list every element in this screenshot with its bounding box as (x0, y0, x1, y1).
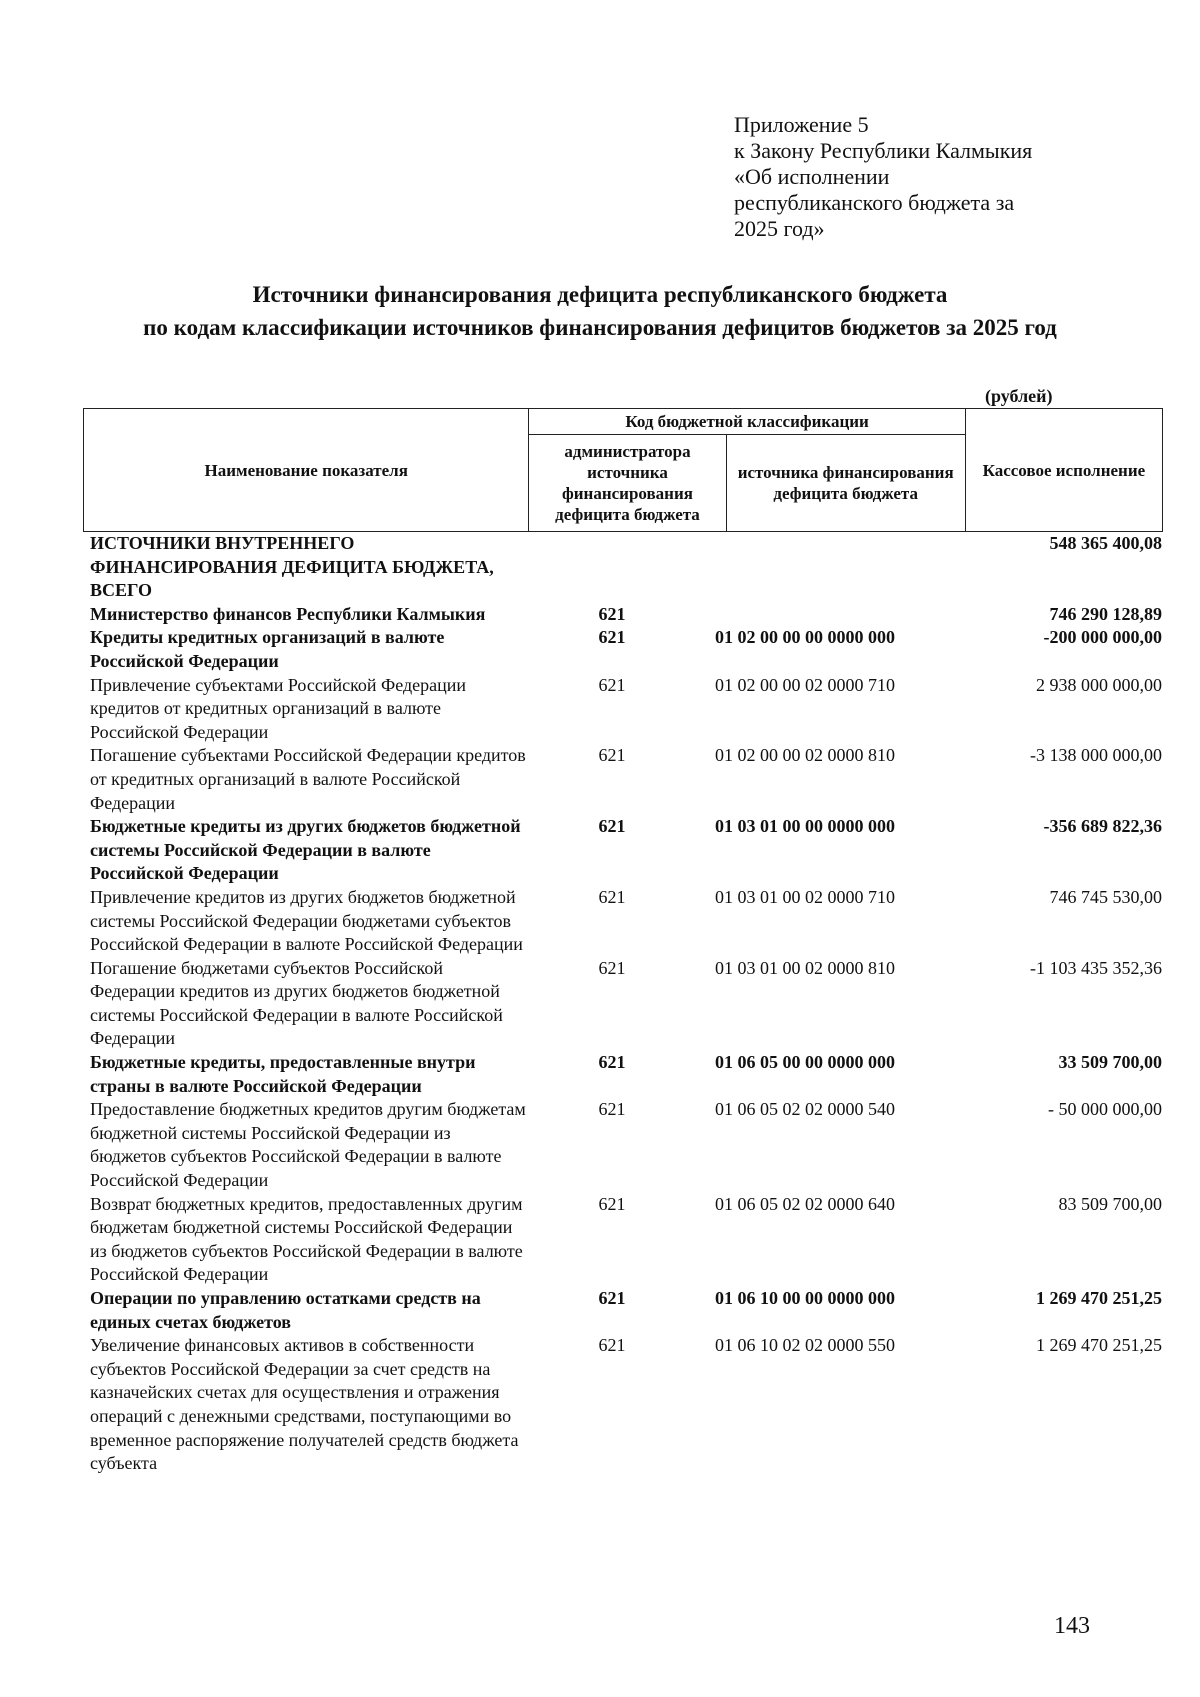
row-sum: 746 745 530,00 (1049, 886, 1162, 907)
table-row (90, 532, 1164, 603)
row-source-code: 01 06 05 02 02 0000 640 (715, 1193, 895, 1214)
row-source-code: 01 06 05 02 02 0000 540 (715, 1099, 895, 1120)
row-admin-code: 621 (598, 603, 626, 624)
table-body (90, 532, 1164, 1476)
row-sum: 548 365 400,08 (1049, 533, 1162, 553)
appendix-line: «Об исполнении (734, 164, 890, 189)
table-row (90, 815, 1164, 886)
row-sum: 33 509 700,00 (1058, 1052, 1162, 1073)
row-source-code: 01 03 01 00 02 0000 810 (715, 957, 895, 978)
row-admin-code: 621 (598, 816, 626, 837)
row-name: Министерство финансов Республики Калмыкия (90, 603, 486, 624)
row-name: Привлечение субъектами Российской Федерации кредитов от кредитных организаций в валюте Российской Федерации (90, 674, 467, 742)
row-name: Бюджетные кредиты из других бюджетов бюджетной системы Российской Федерации в валюте Российской Федерации (90, 816, 521, 884)
appendix-line: 2025 год» (734, 216, 825, 241)
units-label: (рублей) (985, 386, 1053, 406)
table-header (83, 408, 1163, 532)
row-sum: -1 103 435 352,36 (1030, 957, 1162, 978)
page-number: 143 (1054, 1613, 1090, 1639)
table-row (90, 1334, 1164, 1476)
row-source-code: 01 06 10 02 02 0000 550 (715, 1335, 895, 1356)
appendix-line: к Закону Республики Калмыкия (734, 138, 1033, 163)
row-source-code: 01 06 05 00 00 0000 000 (715, 1052, 895, 1073)
header-code-group: Код бюджетной классификации (529, 409, 965, 435)
row-admin-code: 621 (598, 886, 626, 907)
row-admin-code: 621 (598, 1335, 626, 1356)
row-source-code: 01 06 10 00 00 0000 000 (715, 1288, 895, 1308)
row-name: Бюджетные кредиты, предоставленные внутри страны в валюте Российской Федерации (90, 1052, 476, 1096)
row-source-code: 01 02 00 00 00 0000 000 (715, 627, 895, 648)
row-sum: -3 138 000 000,00 (1030, 745, 1162, 766)
row-name: ИСТОЧНИКИ ВНУТРЕННЕГО ФИНАНСИРОВАНИЯ ДЕФИЦИТА БЮДЖЕТА, ВСЕГО (90, 533, 494, 601)
header-admin: администратора источника финансирования дефицита бюджета (529, 435, 726, 532)
table-row (90, 603, 1164, 627)
row-sum: 83 509 700,00 (1058, 1193, 1162, 1214)
header-sum: Кассовое исполнение (965, 409, 1162, 532)
row-sum: 1 269 470 251,25 (1036, 1335, 1162, 1356)
row-name: Предоставление бюджетных кредитов другим бюджетам бюджетной системы Российской Федерации из бюджетов субъектов Российской Федерации в валюте Российской Федерации (90, 1099, 526, 1191)
table-row (90, 1287, 1164, 1334)
document-title (40, 278, 1160, 344)
row-admin-code: 621 (598, 674, 626, 695)
appendix-block (734, 112, 1154, 242)
appendix-line: Приложение 5 (734, 112, 869, 137)
row-sum: - 50 000 000,00 (1048, 1099, 1162, 1120)
row-name: Операции по управлению остатками средств на единых счетах бюджетов (90, 1288, 481, 1332)
row-sum: -356 689 822,36 (1043, 816, 1162, 837)
table-row (90, 626, 1164, 673)
row-name: Кредиты кредитных организаций в валюте Российской Федерации (90, 627, 445, 671)
table-row (90, 674, 1164, 745)
row-admin-code: 621 (598, 1288, 626, 1308)
row-admin-code: 621 (598, 1099, 626, 1120)
row-name: Привлечение кредитов из других бюджетов бюджетной системы Российской Федерации бюджетами субъектов Российской Федерации в валюте Российской Федерации (90, 886, 523, 955)
row-sum: 1 269 470 251,25 (1036, 1288, 1162, 1308)
row-name: Возврат бюджетных кредитов, предоставленных другим бюджетам бюджетной системы Российской Федерации из бюджетов субъектов Российской Федерации в валюте Российской Федерации (90, 1193, 523, 1285)
row-admin-code: 621 (598, 745, 626, 766)
row-sum: 746 290 128,89 (1049, 603, 1162, 624)
table-row (90, 1051, 1164, 1098)
row-admin-code: 621 (598, 627, 626, 648)
appendix-line: республиканского бюджета за (734, 190, 1015, 215)
row-source-code: 01 03 01 00 00 0000 000 (715, 816, 895, 837)
title-line-2: по кодам классификации источников финансирования дефицитов бюджетов за 2025 год (143, 315, 1057, 340)
row-admin-code: 621 (598, 1052, 626, 1073)
row-admin-code: 621 (598, 1193, 626, 1214)
table-row (90, 744, 1164, 815)
row-name: Погашение бюджетами субъектов Российской Федерации кредитов из других бюджетов бюджетной системы Российской Федерации в валюте Российской Федерации (90, 957, 503, 1049)
row-admin-code: 621 (598, 957, 626, 978)
row-name: Увеличение финансовых активов в собственности субъектов Российской Федерации за счет средств на казначейских счетах для осуществления и отражения операций с денежными средствами, поступающими во временное распоряжение получателей средств бюджета субъекта (90, 1335, 519, 1474)
row-name: Погашение субъектами Российской Федерации кредитов от кредитных организаций в валюте Российской Федерации (90, 745, 526, 813)
row-source-code: 01 02 00 00 02 0000 710 (715, 674, 895, 695)
table-row (90, 1193, 1164, 1287)
header-name: Наименование показателя (84, 409, 529, 532)
table-row (90, 1098, 1164, 1192)
row-source-code: 01 03 01 00 02 0000 710 (715, 886, 895, 907)
header-source: источника финансирования дефицита бюджета (726, 435, 965, 532)
row-sum: 2 938 000 000,00 (1036, 674, 1162, 695)
row-source-code: 01 02 00 00 02 0000 810 (715, 745, 895, 766)
row-sum: -200 000 000,00 (1043, 627, 1162, 648)
table-row (90, 886, 1164, 957)
title-line-1: Источники финансирования дефицита республиканского бюджета (252, 282, 948, 307)
table-row (90, 957, 1164, 1051)
